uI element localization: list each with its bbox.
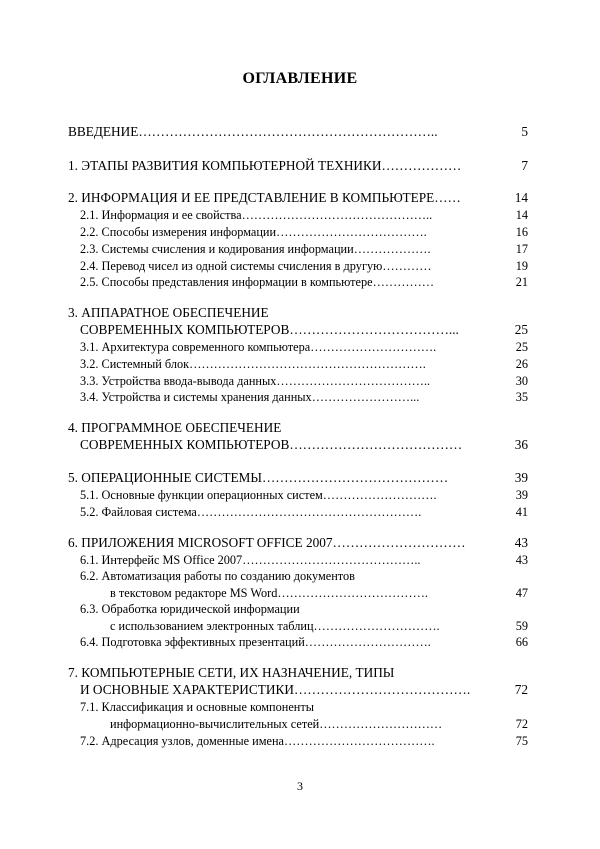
toc-entry-ch7-line1[interactable]: 7. КОМПЬЮТЕРНЫЕ СЕТИ, ИХ НАЗНАЧЕНИЕ, ТИПЫ (68, 665, 395, 680)
toc-entry-7-1-line2[interactable]: информационно-вычислительных сетей………………………… (110, 717, 443, 731)
toc-page-6-4: 66 (515, 635, 528, 649)
toc-entry-2-5[interactable]: 2.5. Способы представления информации в компьютере…………… (80, 275, 435, 289)
toc-entry-ch3-line1[interactable]: 3. АППАРАТНОЕ ОБЕСПЕЧЕНИЕ (68, 305, 269, 320)
toc-entry-2-2[interactable]: 2.2. Способы измерения информации………………………………. (80, 225, 427, 239)
toc-page-3-2: 26 (515, 357, 528, 371)
toc-entry-ch6[interactable]: 6. ПРИЛОЖЕНИЯ MICROSOFT OFFICE 2007………………………… (68, 535, 466, 550)
toc-page-3-4: 35 (515, 390, 528, 404)
toc-entry-6-4[interactable]: 6.4. Подготовка эффективных презентаций…………………………. (80, 635, 431, 649)
toc-entry-ch2[interactable]: 2. ИНФОРМАЦИЯ И ЕЕ ПРЕДСТАВЛЕНИЕ В КОМПЬЮТЕРЕ…… (68, 190, 461, 205)
toc-page-6-2: 47 (515, 586, 528, 600)
toc-entry-2-3[interactable]: 2.3. Системы счисления и кодирования информации………………. (80, 242, 431, 256)
toc-entry-6-2-line2[interactable]: в текстовом редакторе MS Word………………………………. (110, 586, 428, 600)
toc-entry-ch5[interactable]: 5. ОПЕРАЦИОННЫЕ СИСТЕМЫ…………………………………… (68, 470, 449, 485)
toc-page-ch5: 39 (514, 470, 528, 485)
toc-page-ch2: 14 (514, 190, 528, 205)
toc-page-7-2: 75 (515, 734, 528, 748)
toc-entry-7-1-line1[interactable]: 7.1. Классификация и основные компоненты (80, 700, 315, 714)
toc-entry-7-2[interactable]: 7.2. Адресация узлов, доменные имена………………………………. (80, 734, 435, 748)
toc-page-3-1: 25 (515, 340, 528, 354)
toc-page-2-2: 16 (515, 225, 528, 239)
toc-page-ch6: 43 (514, 535, 528, 550)
toc-page-5-1: 39 (515, 488, 528, 502)
toc-entry-3-4[interactable]: 3.4. Устройства и системы хранения данных……………………... (80, 390, 420, 404)
toc-entry-6-2-line1[interactable]: 6.2. Автоматизация работы по созданию документов (80, 569, 355, 583)
toc-page-2-3: 17 (515, 242, 528, 256)
toc-page-2-1: 14 (515, 208, 528, 222)
toc-entry-6-3-line1[interactable]: 6.3. Обработка юридической информации (80, 602, 300, 616)
toc-entry-2-4[interactable]: 2.4. Перевод чисел из одной системы счисления в другую………… (80, 259, 432, 273)
toc-page-6-3: 59 (515, 619, 528, 633)
toc-page-2-5: 21 (515, 275, 528, 289)
toc-entry-ch4-line1[interactable]: 4. ПРОГРАММНОЕ ОБЕСПЕЧЕНИЕ (68, 420, 282, 435)
toc-entry-5-1[interactable]: 5.1. Основные функции операционных систем………………………. (80, 488, 437, 502)
toc-entry-5-2[interactable]: 5.2. Файловая система………………………………………………. (80, 505, 422, 519)
toc-page-ch7: 72 (514, 682, 528, 697)
toc-page-3-3: 30 (515, 374, 528, 388)
toc-page-intro: 5 (521, 124, 528, 139)
page-number: 3 (297, 779, 303, 793)
toc-entry-ch3-line2[interactable]: СОВРЕМЕННЫХ КОМПЬЮТЕРОВ………………………………... (80, 322, 459, 337)
toc-entry-3-2[interactable]: 3.2. Системный блок…………………………………………………. (80, 357, 426, 371)
toc-page-ch4: 36 (514, 437, 528, 452)
toc-page-2-4: 19 (515, 259, 528, 273)
toc-entry-ch1[interactable]: 1. ЭТАПЫ РАЗВИТИЯ КОМПЬЮТЕРНОЙ ТЕХНИКИ……………… (68, 158, 462, 173)
toc-entry-2-1[interactable]: 2.1. Информация и ее свойства……………………………………….. (80, 208, 433, 222)
toc-entry-ch4-line2[interactable]: СОВРЕМЕННЫХ КОМПЬЮТЕРОВ………………………………… (80, 437, 463, 452)
toc-entry-6-3-line2[interactable]: с использованием электронных таблиц…………………………. (110, 619, 440, 633)
toc-entry-3-1[interactable]: 3.1. Архитектура современного компьютера…………………………. (80, 340, 437, 354)
page-title: ОГЛАВЛЕНИЕ (242, 70, 358, 87)
toc-entry-6-1[interactable]: 6.1. Интерфейс MS Office 2007…………………………………….. (80, 553, 421, 567)
toc-page-6-1: 43 (515, 553, 528, 567)
toc-page-7-1: 72 (515, 717, 528, 731)
toc-page-ch1: 7 (521, 158, 528, 173)
toc-page-5-2: 41 (515, 505, 528, 519)
toc-entry-intro[interactable]: ВВЕДЕНИЕ………………………………………………………….. (68, 124, 438, 139)
toc-entry-3-3[interactable]: 3.3. Устройства ввода-вывода данных……………………………….. (80, 374, 431, 388)
toc-page-ch3: 25 (514, 322, 528, 337)
toc-entry-ch7-line2[interactable]: И ОСНОВНЫЕ ХАРАКТЕРИСТИКИ…………………………………. (80, 682, 471, 697)
